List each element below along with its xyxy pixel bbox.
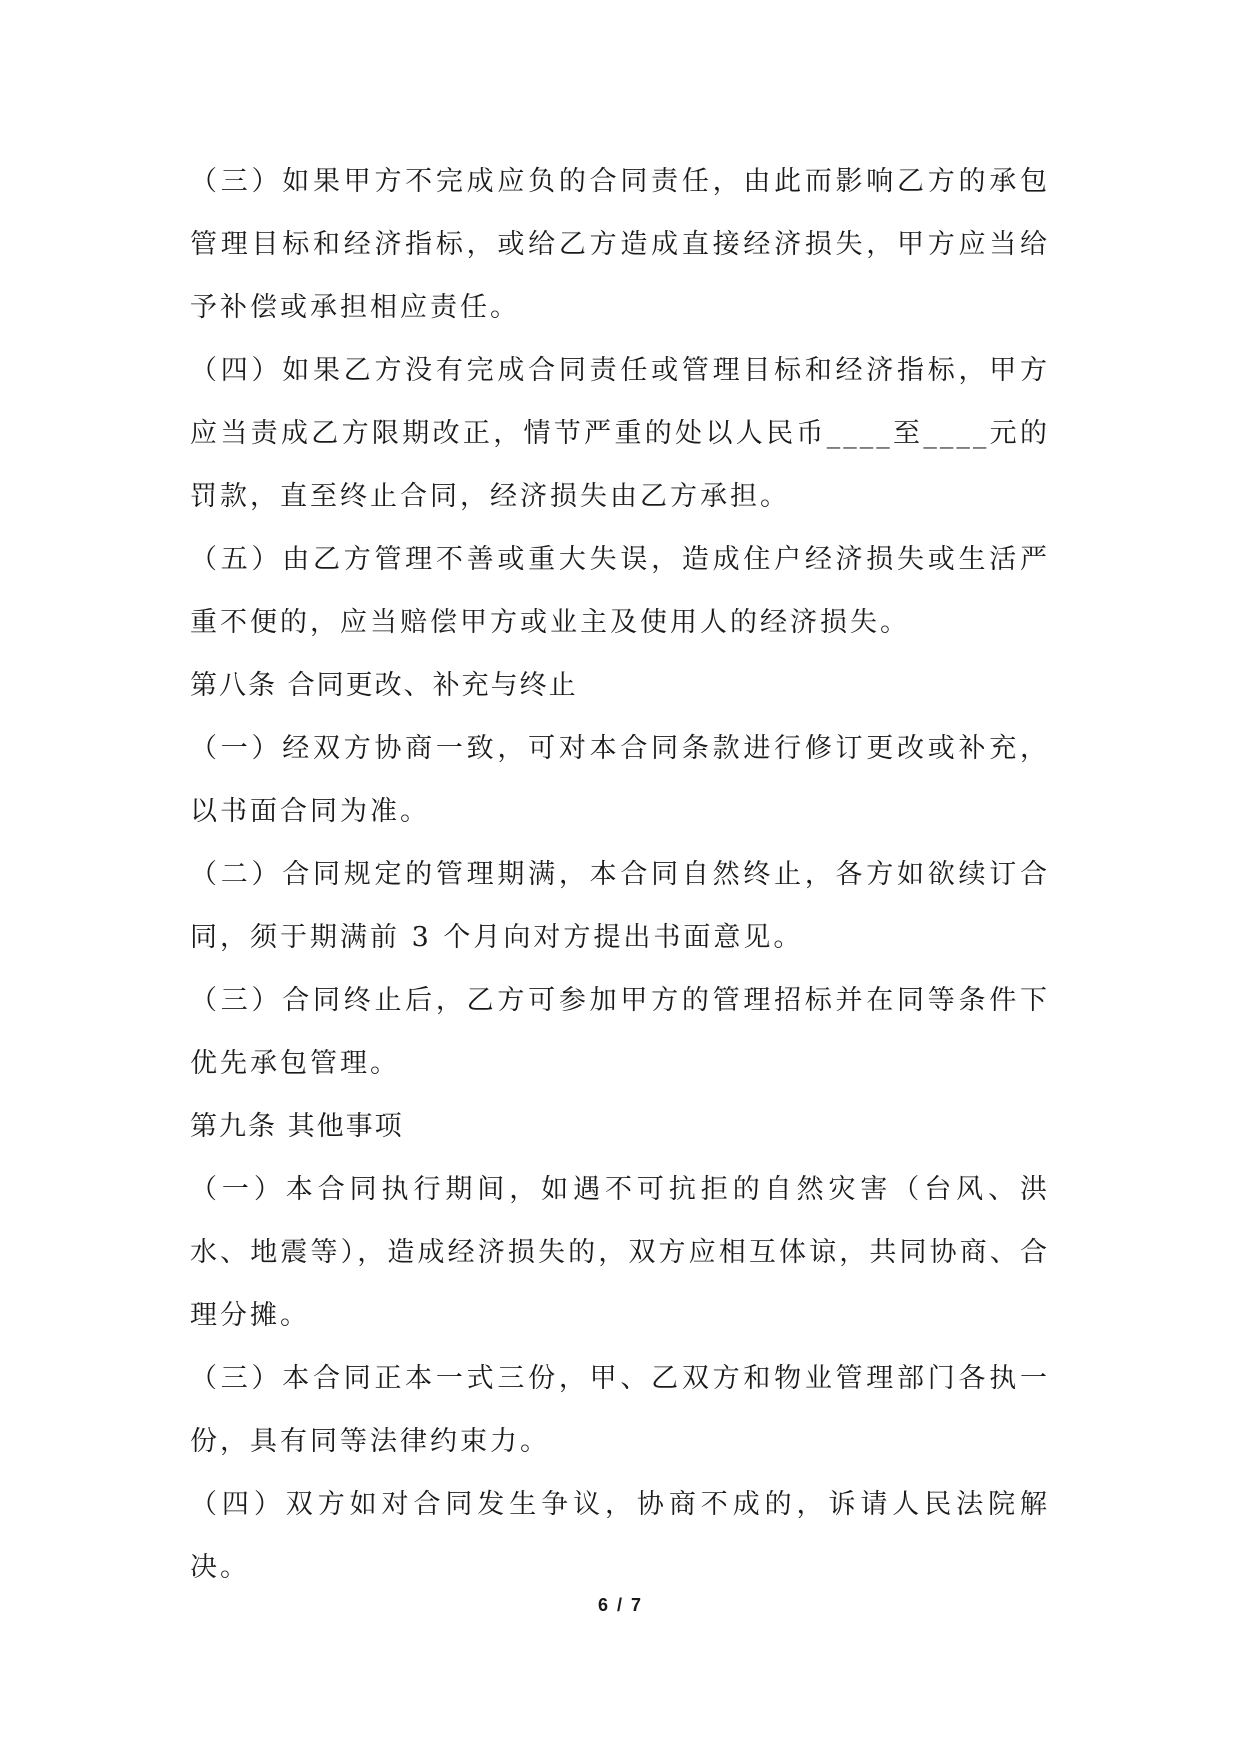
article-heading: 第八条 合同更改、补充与终止	[190, 670, 578, 701]
clause-paragraph: （四）如果乙方没有完成合同责任或管理目标和经济指标，甲方应当责成乙方限期改正，情节严重的处以人民币____至____元的罚款，直至终止合同，经济损失由乙方承担。	[190, 355, 1050, 512]
page-number: 6 / 7	[597, 1595, 644, 1615]
document-body	[190, 150, 1050, 1599]
clause-paragraph: （一）本合同执行期间，如遇不可抗拒的自然灾害（台风、洪水、地震等），造成经济损失的，双方应相互体谅，共同协商、合理分摊。	[190, 1174, 1050, 1331]
clause-paragraph: （二）合同规定的管理期满，本合同自然终止，各方如欲续订合同，须于期满前 3 个月向对方提出书面意见。	[190, 859, 1050, 953]
clause-paragraph: （三）本合同正本一式三份，甲、乙双方和物业管理部门各执一份，具有同等法律约束力。	[190, 1363, 1050, 1457]
article-heading: 第九条 其他事项	[190, 1111, 404, 1142]
clause-paragraph: （三）如果甲方不完成应负的合同责任，由此而影响乙方的承包管理目标和经济指标，或给乙方造成直接经济损失，甲方应当给予补偿或承担相应责任。	[190, 166, 1050, 323]
clause-paragraph: （三）合同终止后，乙方可参加甲方的管理招标并在同等条件下优先承包管理。	[190, 985, 1050, 1079]
clause-paragraph: （四）双方如对合同发生争议，协商不成的，诉请人民法院解决。	[190, 1489, 1050, 1583]
clause-paragraph: （一）经双方协商一致，可对本合同条款进行修订更改或补充，以书面合同为准。	[190, 733, 1050, 827]
clause-paragraph: （五）由乙方管理不善或重大失误，造成住户经济损失或生活严重不便的，应当赔偿甲方或业主及使用人的经济损失。	[190, 544, 1050, 638]
